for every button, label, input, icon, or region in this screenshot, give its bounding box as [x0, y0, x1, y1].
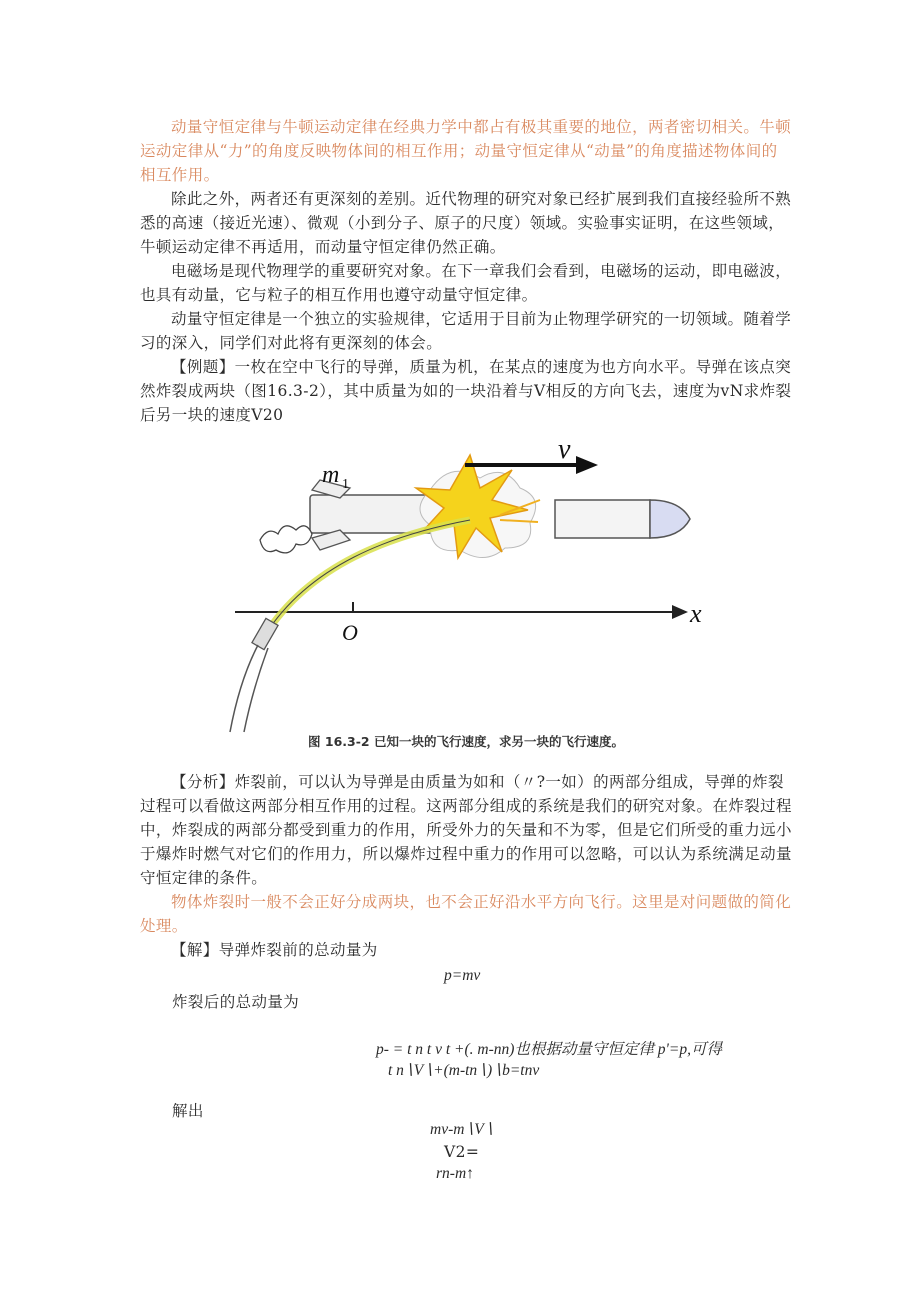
equation-conservation: t n∖V∖+(m-tn∖)∖b=tnv [388, 1062, 540, 1079]
figure-caption: 图 16.3-2 已知一块的飞行速度，求另一块的飞行速度。 [308, 734, 624, 749]
note-paragraph-1: 动量守恒定律与牛顿运动定律在经典力学中都占有极其重要的地位，两者密切相关。牛顿运动定律从“力”的角度反映物体间的相互作用；动量守恒定律从“动量”的角度描述物体间的相互作用。 [140, 118, 792, 184]
analysis-paragraph: 【分析】炸裂前，可以认为导弹是由质量为如和（〃?一如）的两部分组成，导弹的炸裂过程可以看做这两部分相互作用的过程。这两部分组成的系统是我们的研究对象。在炸裂过程中，炸裂成的两部分都受到重力的作用，所受外力的矢量和不为零，但是它们所受的重力远小于爆炸时燃气对它们的作用力，所以爆炸过程中重力的作用可以忽略，可以认为系统满足动量守恒定律的条件。 [140, 773, 792, 887]
fragment-body [252, 618, 278, 649]
label-m1-subscript: 1 [342, 477, 349, 492]
paragraph-2: 除此之外，两者还有更深刻的差别。近代物理的研究对象已经扩展到我们直接经验所不熟悉的高速（接近光速）、微观（小到分子、原子的尺度）领域。实验事实证明，在这些领域，牛顿运动定律不再适用，而动量守恒定律仍然正确。 [140, 190, 792, 256]
missile-nose-cone [650, 500, 690, 538]
paragraph-3: 电磁场是现代物理学的重要研究对象。在下一章我们会看到，电磁场的运动，即电磁波，也具有动量，它与粒子的相互作用也遵守动量守恒定律。 [140, 262, 792, 304]
example-paragraph: 【例题】一枚在空中飞行的导弹，质量为机，在某点的速度为也方向水平。导弹在该点突然炸裂成两块（图16.3-2），其中质量为如的一块沿着与V相反的方向飞去，速度为vN求炸裂后另一块的速度V20 [140, 358, 792, 424]
fragment-trail-1 [230, 645, 258, 732]
equation-momentum-after: p- = t n t v t +(. m-nn)也根据动量守恒定律 p'=p,可得 [376, 1041, 722, 1058]
text-solve: 解出 [172, 1102, 204, 1120]
label-origin: O [342, 620, 358, 645]
front-missile-piece [555, 500, 650, 538]
fraction-numerator: mv-m∖V∖ [430, 1121, 494, 1138]
solution-paragraph: 【解】导弹炸裂前的总动量为 [171, 941, 378, 959]
paragraph-4: 动量守恒定律是一个独立的实验规律，它适用于目前为止物理学研究的一切领域。随着学习的深入，同学们对此将有更深刻的体会。 [140, 310, 792, 352]
label-m1: m [322, 462, 340, 488]
equation-momentum-before: p=mv [444, 967, 481, 984]
text-after-explosion: 炸裂后的总动量为 [172, 993, 300, 1011]
fraction-denominator: rn-m↑ [436, 1165, 474, 1182]
x-axis-arrow [672, 605, 688, 619]
exhaust-smoke [260, 526, 312, 553]
label-v: v [558, 440, 571, 465]
note-paragraph-2: 物体炸裂时一般不会正好分成两块，也不会正好沿水平方向飞行。这里是对问题做的简化处理。 [140, 893, 792, 935]
fraction-v2-label: V2= [444, 1143, 480, 1161]
velocity-arrowhead [576, 456, 598, 474]
missile-explosion-figure [140, 440, 792, 740]
fragment-trail-2 [244, 648, 268, 732]
label-x: x [690, 599, 702, 628]
